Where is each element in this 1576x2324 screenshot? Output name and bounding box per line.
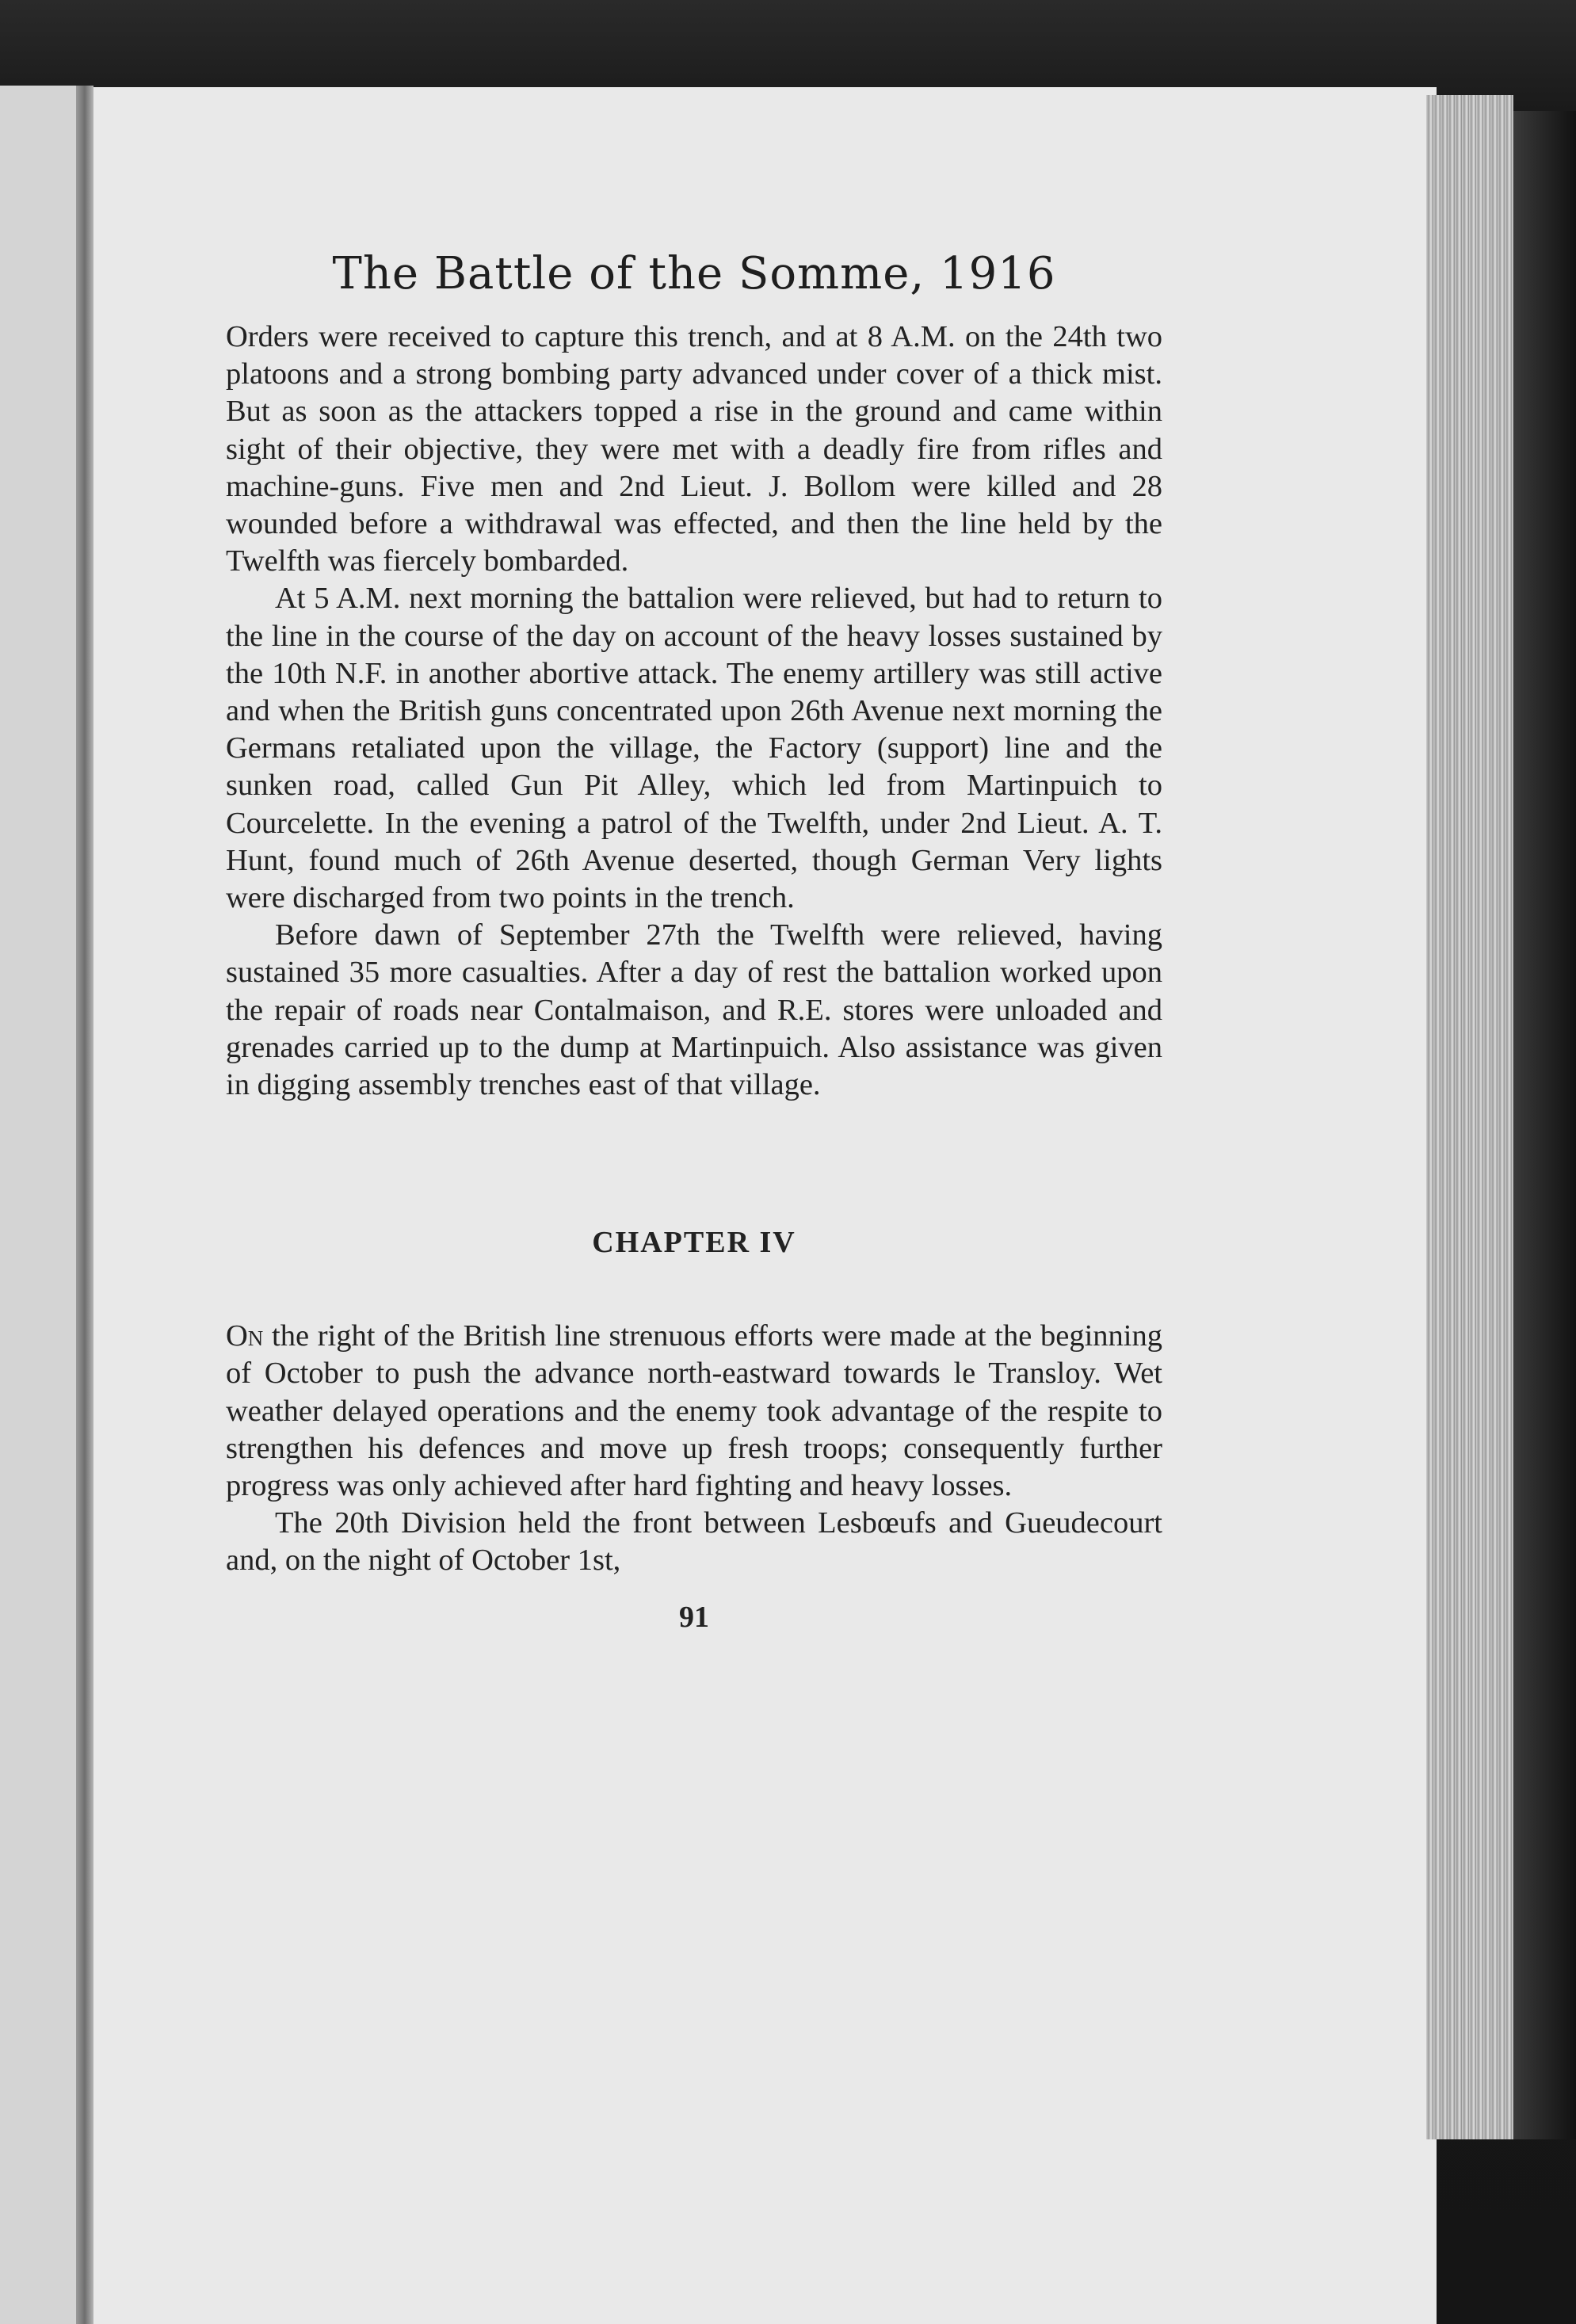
chapter-heading: CHAPTER IV — [592, 1226, 796, 1260]
page-number: 91 — [679, 1600, 709, 1634]
paragraph — [226, 1318, 1162, 1505]
running-head: The Battle of the Somme, 1916 — [332, 248, 1056, 300]
paragraph: The 20th Division held the front between Lesbœufs and Gueudecourt and, on the night of October 1st, — [226, 1506, 1162, 1578]
paragraph: Before dawn of September 27th the Twelfth were relieved, having sustained 35 more casualties. After a day of rest the battalion worked upon the repair of roads near Contalmaison, and R.E. stores were unloaded and grenades carried up to the dump at Martinpuich. Also assistance was given in digging assembly trenches east of that village. — [226, 918, 1162, 1102]
paragraph: Orders were received to capture this trench, and at 8 A.M. on the 24th two platoons and a strong bombing party advanced under cover of a thick mist. But as soon as the attackers topped a rise in the ground and came within sight of their objective, they were met with a deadly fire from rifles and machine-guns. Five men and 2nd Lieut. J. Bollom were killed and 28 wounded before a withdrawal was effected, and then the line held by the Twelfth was fiercely bombarded. — [226, 320, 1162, 578]
book-gutter — [76, 86, 93, 2324]
drop-initial: On — [226, 1319, 264, 1353]
page-content — [226, 246, 1162, 1637]
paragraph-text: the right of the British line strenuous efforts were made at the beginning of October to push the advance north-eastward towards le Transloy. Wet weather delayed operations and the enemy took advantage of the respite to strengthen his defences and move up fresh troops; consequently further progress was only achieved after hard fighting and heavy losses. — [226, 1319, 1162, 1503]
paragraph: At 5 A.M. next morning the battalion were relieved, but had to return to the line in the course of the day on account of the heavy losses sustained by the 10th N.F. in another abortive attack. The enemy artillery was still active and when the British guns concentrated upon 26th Avenue next morning the Germans retaliated upon the village, the Factory (support) line and the sunken road, called Gun Pit Alley, which led from Martinpuich to Courcelette. In the evening a patrol of the Twelfth, under 2nd Lieut. A. T. Hunt, found much of 26th Avenue deserted, though German Very lights were discharged from two points in the trench. — [226, 582, 1162, 915]
facing-page-edge — [0, 86, 93, 2324]
page-stack-edges — [1426, 95, 1513, 2139]
page-stack-shadow — [1513, 111, 1576, 2139]
